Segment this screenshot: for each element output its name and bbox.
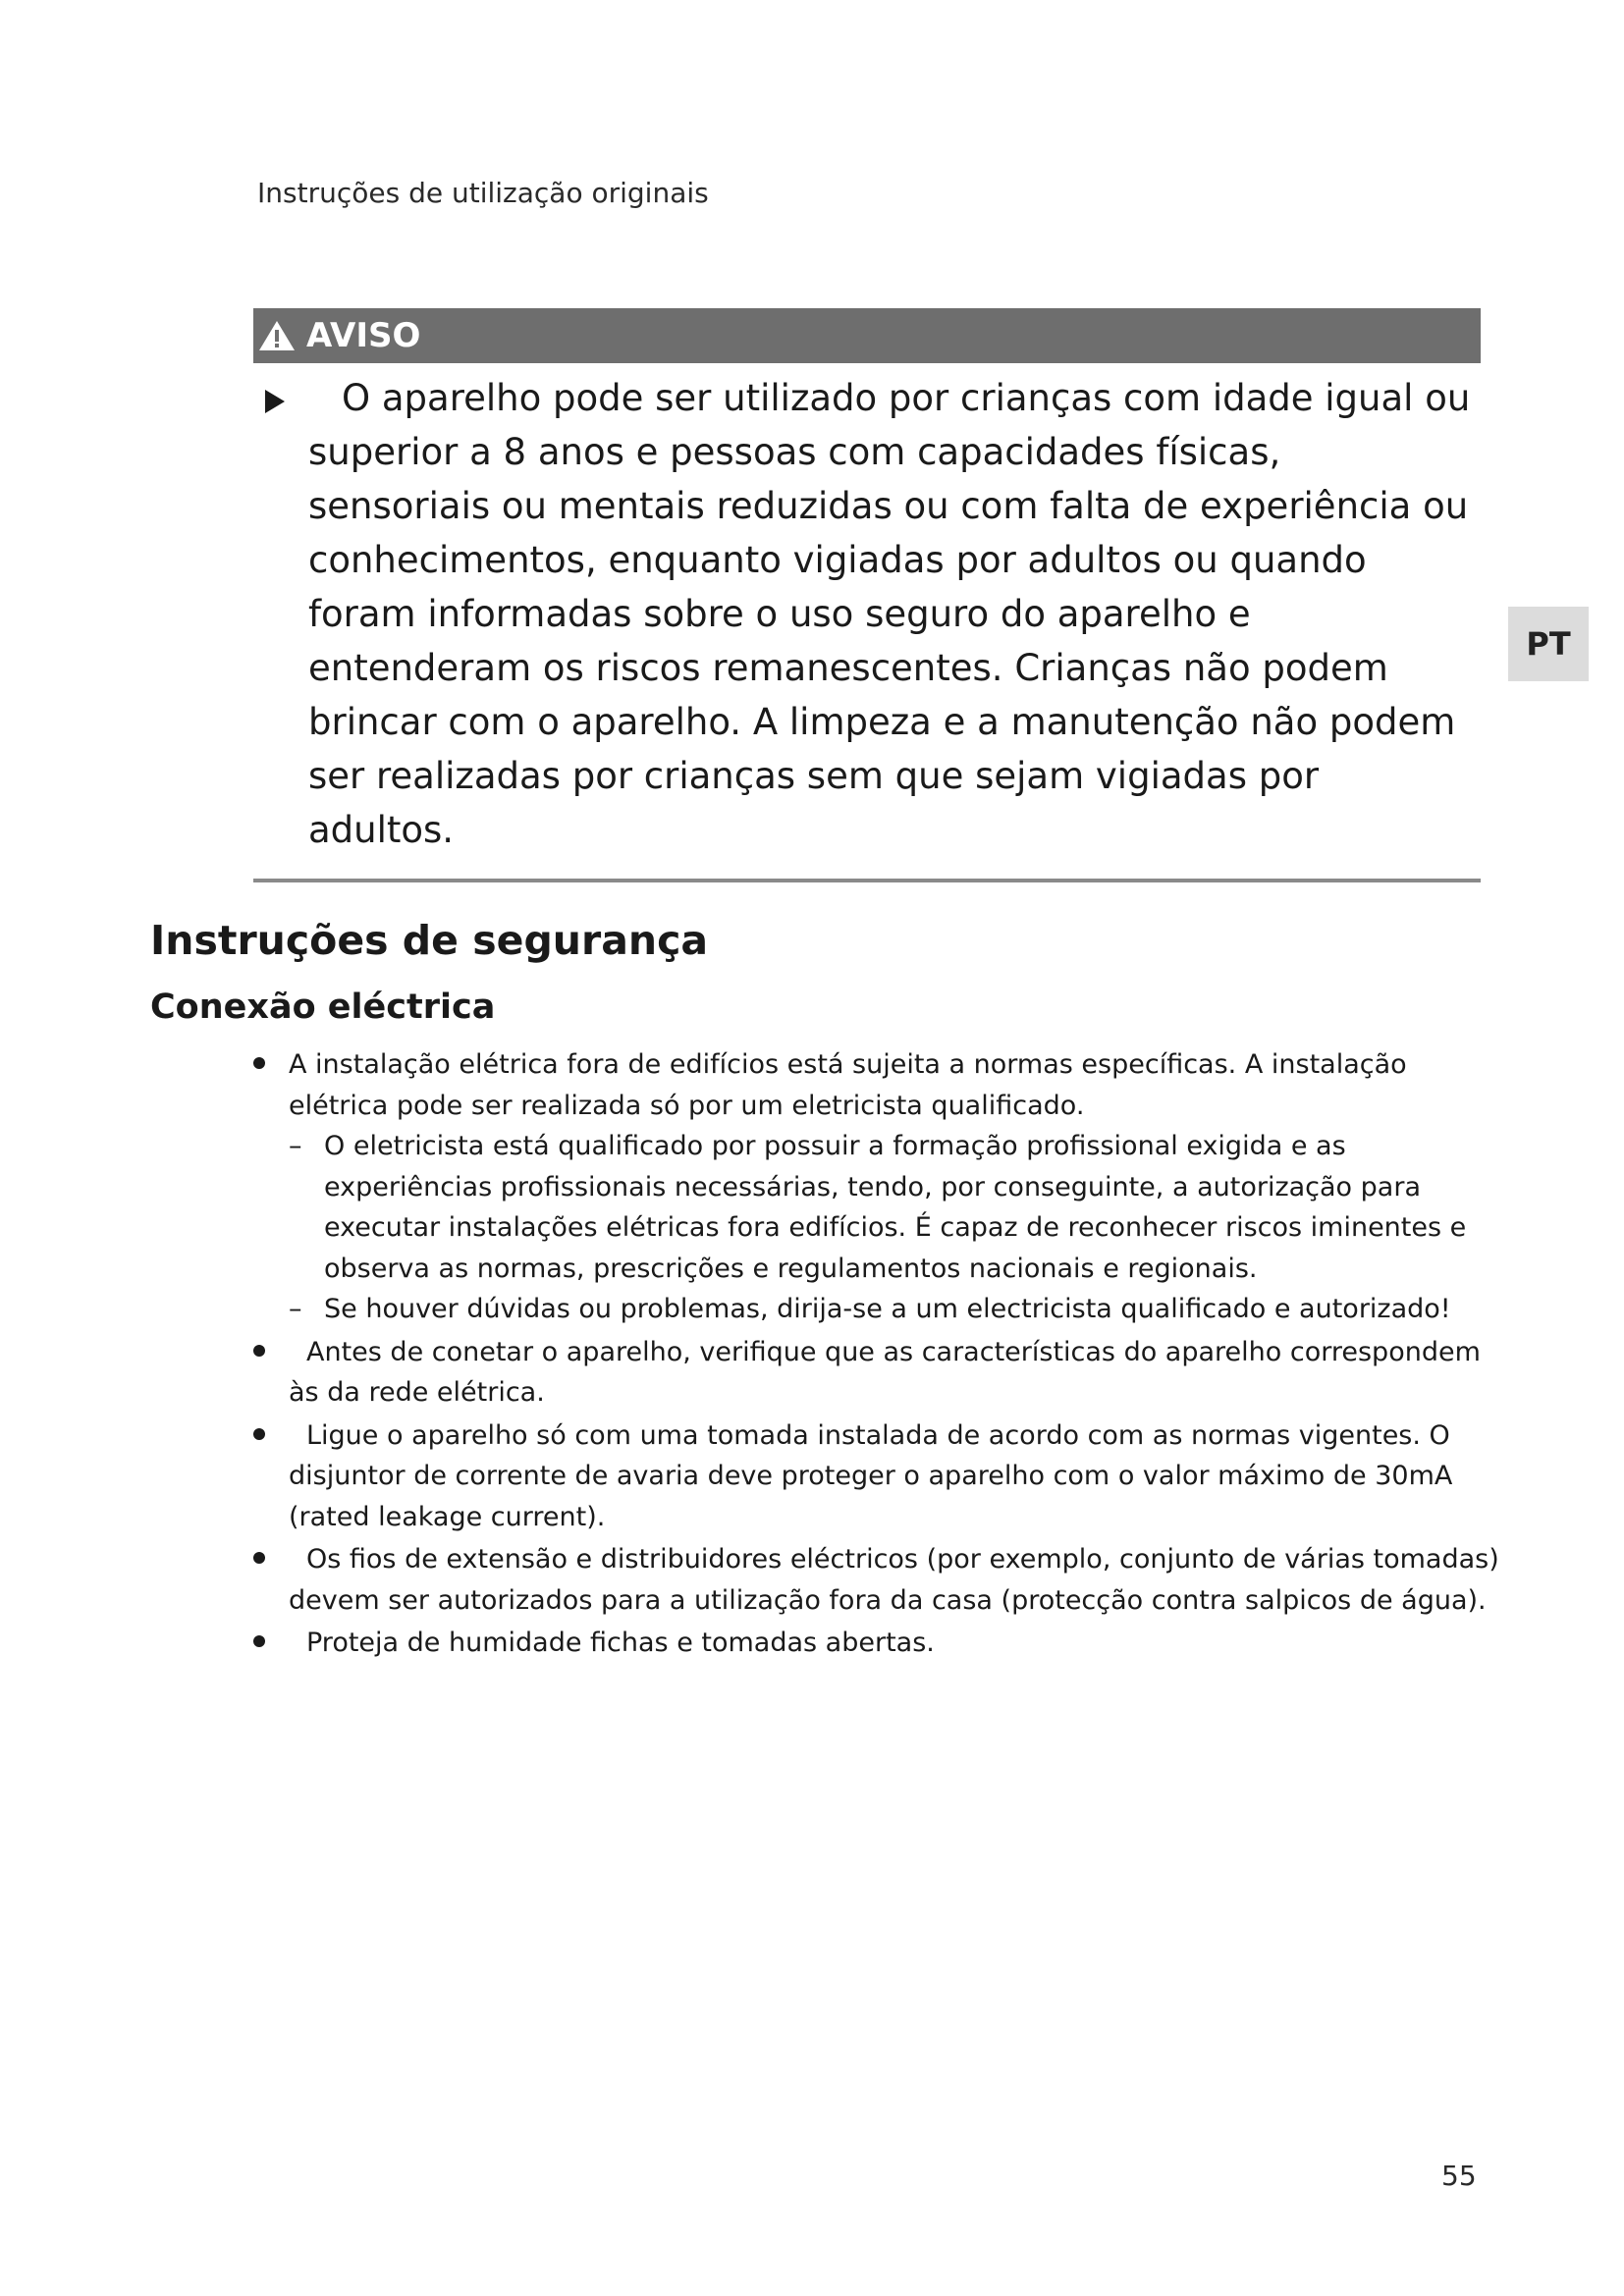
bullet-icon xyxy=(253,1345,265,1357)
sub-item-text: Se houver dúvidas ou problemas, dirija-se a um electricista qualificado e autorizado! xyxy=(324,1294,1451,1324)
warning-box xyxy=(253,308,1481,882)
sub-list xyxy=(289,1126,1506,1330)
page-number: 55 xyxy=(1441,2160,1477,2192)
bullet-text: Proteja de humidade fichas e tomadas abertas. xyxy=(306,1628,935,1658)
bullet-text: Ligue o aparelho só com uma tomada instalada de acordo com as normas vigentes. O disjuntor de corrente de avaria deve proteger o aparelho com o valor máximo de 30mA (rated leakage current). xyxy=(289,1419,1453,1532)
bullet-text: Antes de conetar o aparelho, verifique que as características do aparelho correspondem às da rede elétrica. xyxy=(289,1336,1481,1408)
list-item xyxy=(249,1044,1506,1330)
page-header-title: Instruções de utilização originais xyxy=(257,177,709,209)
warning-label: AVISO xyxy=(306,316,421,355)
section-title: Instruções de segurança xyxy=(150,917,709,964)
language-tab: PT xyxy=(1508,607,1589,681)
dash-icon: – xyxy=(289,1131,302,1161)
bullet-icon xyxy=(253,1552,265,1564)
list-item xyxy=(249,1415,1506,1538)
bullet-icon xyxy=(253,1635,265,1647)
sub-list-item xyxy=(289,1289,1506,1330)
play-arrow-icon xyxy=(263,389,287,414)
subsection-title: Conexão eléctrica xyxy=(150,988,496,1027)
warning-divider xyxy=(253,879,1481,882)
list-item xyxy=(249,1332,1506,1414)
bullet-text: A instalação elétrica fora de edifícios está sujeita a normas específicas. A instalação elétrica pode ser realizada só por um eletricista qualificado. xyxy=(289,1049,1407,1121)
sub-list-item xyxy=(289,1126,1506,1289)
warning-text: O aparelho pode ser utilizado por crianças com idade igual ou superior a 8 anos e pessoas com capacidades físicas, sensoriais ou mentais reduzidas ou com falta de experiência ou conhecimentos, enquanto vigiadas por adultos ou quando foram informadas sobre o uso seguro do aparelho e entenderam os riscos remanescentes. Crianças não podem brincar com o aparelho. A limpeza e a manutenção não podem ser realizadas por crianças sem que sejam vigiadas por adultos. xyxy=(308,377,1471,851)
safety-bullet-list xyxy=(249,1044,1506,1666)
warning-triangle-icon xyxy=(257,319,297,352)
warning-body xyxy=(253,363,1481,867)
bullet-icon xyxy=(253,1057,265,1069)
list-item xyxy=(249,1539,1506,1621)
bullet-text: Os fios de extensão e distribuidores eléctricos (por exemplo, conjunto de várias tomadas) devem ser autorizados para a utilização fora da casa (protecção contra salpicos de água). xyxy=(289,1544,1499,1616)
warning-bar xyxy=(253,308,1481,363)
sub-item-text: O eletricista está qualificado por possuir a formação profissional exigida e as experiências profissionais necessárias, tendo, por conseguinte, a autorização para executar instalações elétricas fora edifícios. É capaz de reconhecer riscos iminentes e observa as normas, prescrições e regulamentos nacionais e regionais. xyxy=(324,1131,1467,1284)
bullet-icon xyxy=(253,1428,265,1440)
dash-icon: – xyxy=(289,1294,302,1324)
list-item xyxy=(249,1623,1506,1664)
